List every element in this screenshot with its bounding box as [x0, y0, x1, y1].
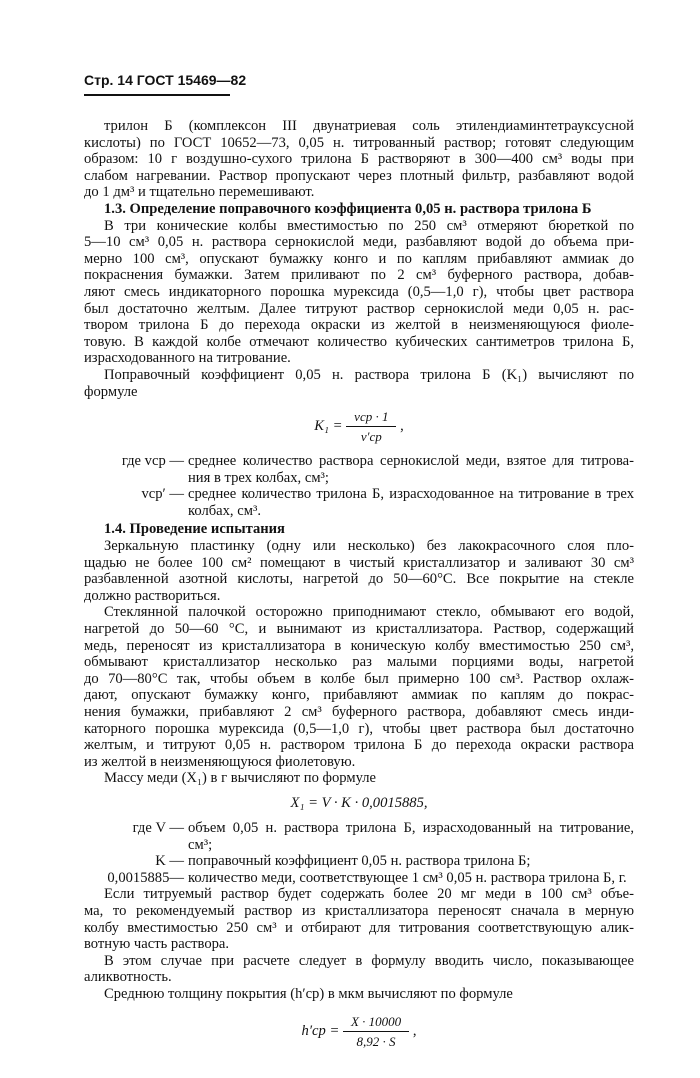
text-line: был достаточно желтым. Далее титруют раствор сернокислой меди 0,05 н. рас-	[84, 300, 634, 317]
formula-tail: ,	[412, 1022, 417, 1039]
text-line: образом: 10 г воздушно-сухого трилона Б растворяют в 300—400 см³ воды при	[84, 151, 634, 168]
text-line: медь, переносят из кристаллизатора в коническую колбу вместимостью 250 см³,	[84, 637, 634, 654]
denominator: v′ср	[360, 429, 382, 445]
definition-item	[84, 486, 634, 519]
text-line: до 1 дм³ и тщательно перемешивают.	[84, 184, 315, 201]
text-line: Стеклянной палочкой осторожно приподнимают стекло, обмывают его водой,	[104, 604, 634, 621]
definition-description	[188, 820, 634, 853]
definition-description	[188, 453, 634, 486]
text-line: среднее количество трилона Б, израсходованное на титрование в трех	[188, 486, 634, 503]
text-line: твором трилона Б до перехода окраски из желтой в неизменяющуюся фиоле-	[84, 317, 634, 334]
text-line: среднее количество раствора сернокислой меди, взятое для титрова-	[188, 453, 634, 470]
definition-term: где V —	[132, 819, 184, 836]
definition-description	[188, 870, 634, 887]
text-line: желтым, и титруют 0,05 н. раствором трилона Б до перехода окраски раствора	[84, 737, 634, 754]
text-line: покраснения бумажки. Затем приливают по 2 см³ буферного раствора, добав-	[84, 267, 634, 284]
paragraph	[84, 953, 634, 986]
paragraph	[84, 770, 634, 787]
text-line: должно раствориться.	[84, 587, 221, 604]
definition-description	[188, 486, 634, 519]
formula-lhs: h′ср =	[301, 1022, 340, 1039]
definition-term: vср′ —	[141, 486, 184, 503]
numerator: vср · 1	[346, 408, 396, 427]
text-line: кислоты) по ГОСТ 10652—73, 0,05 н. титрованный раствор; готовят следующим	[84, 134, 634, 151]
text-line: Зеркальную пластинку (одну или несколько) без лакокрасочного слоя пло-	[104, 538, 634, 555]
numerator: X · 10000	[343, 1013, 409, 1032]
paragraph	[84, 118, 634, 201]
text-line: количество меди, соответствующее 1 см³ 0,05 н. раствора трилона Б, г.	[188, 869, 627, 886]
text-line: ляют смесь индикаторного порошка мурексида (0,5—1,0 г), чтобы цвет раствора	[84, 283, 634, 300]
text-line: трилон Б (комплексон III двунатриевая соль этилендиаминтетрауксусной	[104, 118, 634, 134]
text-line: В этом случае при расчете следует в формулу вводить число, показывающее	[104, 952, 634, 969]
text-block-1	[84, 118, 634, 400]
paragraph	[84, 538, 634, 604]
text-line: объем 0,05 н. раствора трилона Б, израсходованный на титрование,	[188, 819, 634, 836]
section-heading: 1.3. Определение поправочного коэффициента 0,05 н. раствора трилона Б	[104, 200, 592, 217]
text-line: разбавленной азотной кислоты, нагретой до 50—60°С. Все покрытие на стекле	[84, 571, 634, 588]
definition-term: 0,0015885—	[107, 869, 184, 886]
definition-item	[84, 820, 634, 853]
text-line: Среднюю толщину покрытия (h′ср) в мкм вычисляют по формуле	[104, 985, 513, 1002]
formula-tail: ,	[400, 417, 404, 434]
fraction	[343, 1013, 409, 1050]
paragraph	[84, 367, 634, 400]
text-line: 5—10 см³ 0,05 н. раствора сернокислой меди, разбавляют водой до объема при-	[84, 234, 634, 251]
text-line: израсходованного на титрование.	[84, 350, 291, 367]
text-line: Массу меди (X₁) в г вычисляют по формуле	[104, 770, 377, 787]
text-block-2	[84, 521, 634, 787]
text-line: дают, опускают бумажку конго, прибавляют аммиак по каплям до покрас-	[84, 687, 634, 704]
definition-term: где vср —	[121, 453, 184, 470]
definitions-1	[84, 453, 634, 519]
denominator: 8,92 · S	[356, 1033, 396, 1049]
definition-description	[188, 853, 634, 870]
text-line: поправочный коэффициент 0,05 н. раствора трилона Б;	[188, 853, 531, 870]
text-line: аликвотность.	[84, 969, 172, 986]
paragraph	[84, 218, 634, 367]
fraction	[346, 408, 396, 445]
heading	[84, 521, 634, 538]
formula-k1	[84, 408, 634, 445]
text-line: нагретой до 50—60 °С, и вынимают из кристаллизатора. Раствор, содержащий	[84, 621, 634, 638]
text-line: формуле	[84, 383, 138, 400]
text-line: см³;	[188, 836, 213, 853]
text-block-3	[84, 886, 634, 1002]
text-line: нения бумажки, прибавляют 2 см³ буферного раствора, добавляют смесь инди-	[84, 704, 634, 720]
paragraph	[84, 986, 634, 1003]
definition-item	[84, 870, 634, 887]
formula-h	[84, 1013, 634, 1050]
text-line: мерно 100 см³, опускают бумажку конго и по каплям прибавляют аммиак до	[84, 250, 634, 267]
text-line: до 70—80°С так, чтобы объем в колбе был примерно 100 см³. Раствор охлаж-	[84, 670, 634, 687]
page-header: Стр. 14 ГОСТ 15469—82	[84, 72, 247, 88]
definitions-2	[84, 820, 634, 886]
text-line: обмывают кристаллизатор несколько раз малыми порциями воды, нагретой	[84, 654, 634, 671]
text-line: Если титруемый раствор будет содержать более 20 мг меди в 100 см³ объе-	[104, 886, 634, 903]
formula-x1	[84, 795, 634, 812]
formula-text: X₁ = V · K · 0,0015885,	[290, 794, 428, 811]
text-line: ма, то рекомендуемый раствор из кристаллизатора переносят сначала в мерную	[84, 902, 634, 919]
paragraph	[84, 604, 634, 770]
text-line: В три конические колбы вместимостью по 250 см³ отмеряют бюреткой по	[104, 217, 634, 234]
definition-item	[84, 853, 634, 870]
text-line: вотную часть раствора.	[84, 936, 230, 953]
text-line: ния в трех колбах, см³;	[188, 469, 329, 486]
definition-term: K —	[155, 853, 184, 870]
paragraph	[84, 886, 634, 952]
text-line: колбу вместимостью 250 см³ и отбирают для титрования соответствующую алик-	[84, 919, 634, 936]
text-line: каторного порошка мурексида (0,5—1,0 г), чтобы цвет раствора был достаточно	[84, 720, 634, 737]
text-line: колбах, см³.	[188, 502, 261, 519]
text-line: слабом нагревании. Раствор пропускают через плотный фильтр, разбавляют водой	[84, 167, 634, 184]
text-line: товую. В каждой колбе отмечают количество кубических сантиметров трилона Б,	[84, 333, 634, 350]
definition-item	[84, 453, 634, 486]
text-line: из желтой в неизменяющуюся фиолетовую.	[84, 753, 356, 770]
text-line: щадью не более 100 см² помещают в чистый кристаллизатор и заливают 30 см³	[84, 554, 634, 571]
formula-lhs: K₁ =	[314, 417, 343, 434]
section-heading: 1.4. Проведение испытания	[104, 521, 285, 538]
text-line: Поправочный коэффициент 0,05 н. раствора трилона Б (K₁) вычисляют по	[104, 366, 634, 383]
heading	[84, 201, 634, 218]
